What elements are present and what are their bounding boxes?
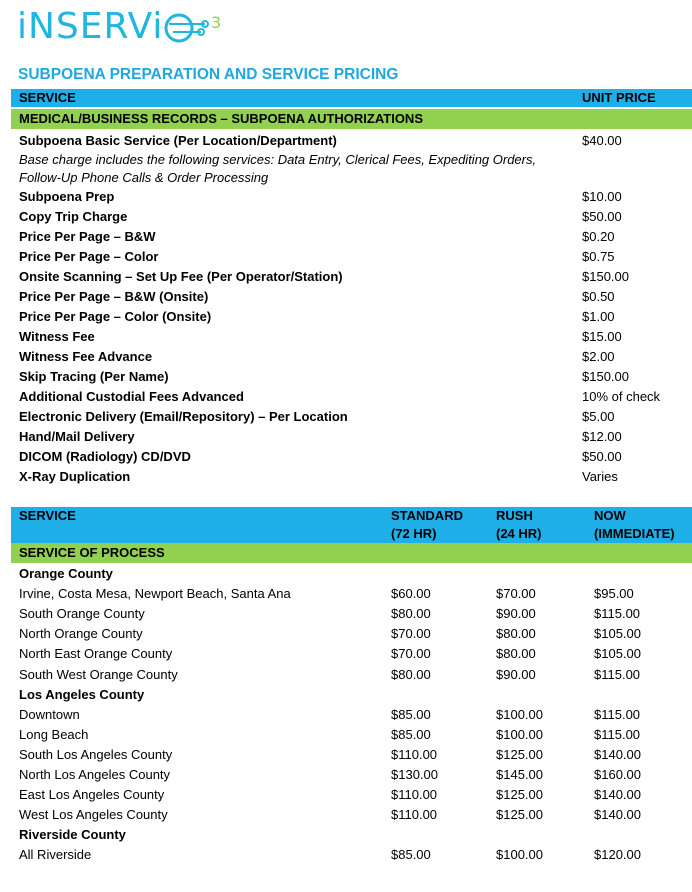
table1-section <box>11 109 692 129</box>
service-row-price: $2.00 <box>582 349 615 364</box>
area-name: All Riverside <box>19 847 92 862</box>
service-row-name: Electronic Delivery (Email/Repository) – Per Location <box>19 409 348 424</box>
standard-price: $110.00 <box>391 807 438 822</box>
service-row-name: Skip Tracing (Per Name) <box>19 369 169 384</box>
service-row-price: $50.00 <box>582 449 622 464</box>
table1-header-unit-price: UNIT PRICE <box>582 90 656 105</box>
area-name: South West Orange County <box>19 667 178 682</box>
inservio-logo <box>17 6 231 46</box>
now-price: $115.00 <box>594 606 641 621</box>
service-row-name: Witness Fee <box>19 329 95 344</box>
table2-header-rush-sub: (24 HR) <box>496 526 542 541</box>
service-row-price: $12.00 <box>582 429 622 444</box>
service-row-name: Copy Trip Charge <box>19 209 128 224</box>
service-row-price: Varies <box>582 469 618 484</box>
table1-header <box>11 89 692 107</box>
basic-service-name: Subpoena Basic Service (Per Location/Department) <box>19 133 337 148</box>
service-row-price: $1.00 <box>582 309 615 324</box>
area-name: Irvine, Costa Mesa, Newport Beach, Santa Ana <box>19 586 291 601</box>
basic-service-note-line2: Follow-Up Phone Calls & Order Processing <box>19 170 269 185</box>
standard-price: $130.00 <box>391 767 438 782</box>
now-price: $115.00 <box>594 667 641 682</box>
table2-section <box>11 543 692 563</box>
service-row-price: $0.20 <box>582 229 615 244</box>
rush-price: $100.00 <box>496 727 543 742</box>
service-row-price: $150.00 <box>582 269 629 284</box>
area-name: Long Beach <box>19 727 89 742</box>
standard-price: $85.00 <box>391 847 431 862</box>
area-name: North East Orange County <box>19 646 173 661</box>
service-row-price: $0.75 <box>582 249 615 264</box>
county-group-label: Los Angeles County <box>19 687 145 702</box>
now-price: $115.00 <box>594 707 641 722</box>
area-name: North Los Angeles County <box>19 767 171 782</box>
standard-price: $85.00 <box>391 707 431 722</box>
service-row-name: Witness Fee Advance <box>19 349 153 364</box>
service-row-name: Additional Custodial Fees Advanced <box>19 389 244 404</box>
logo-circuit-icon <box>161 6 231 46</box>
rush-price: $70.00 <box>496 586 536 601</box>
table2-header-standard-sub: (72 HR) <box>391 526 437 541</box>
service-row-price: $15.00 <box>582 329 622 344</box>
table1-section-label: MEDICAL/BUSINESS RECORDS – SUBPOENA AUTHORIZATIONS <box>19 111 423 126</box>
rush-price: $90.00 <box>496 606 536 621</box>
table2-header-standard: STANDARD <box>391 508 463 523</box>
now-price: $115.00 <box>594 727 641 742</box>
county-group-label: Riverside County <box>19 827 126 842</box>
rush-price: $100.00 <box>496 847 543 862</box>
basic-service-price: $40.00 <box>582 133 622 148</box>
page-title: SUBPOENA PREPARATION AND SERVICE PRICING <box>18 66 399 83</box>
service-row-name: Price Per Page – Color <box>19 249 159 264</box>
area-name: North Orange County <box>19 626 143 641</box>
standard-price: $110.00 <box>391 787 438 802</box>
county-group-label: Orange County <box>19 566 113 581</box>
standard-price: $70.00 <box>391 626 431 641</box>
service-row-price: 10% of check <box>582 389 661 404</box>
now-price: $160.00 <box>594 767 641 782</box>
service-row-name: Price Per Page – B&W <box>19 229 156 244</box>
logo-text: iNSERVi <box>17 5 164 47</box>
standard-price: $80.00 <box>391 606 431 621</box>
standard-price: $85.00 <box>391 727 431 742</box>
rush-price: $125.00 <box>496 807 543 822</box>
rush-price: $125.00 <box>496 747 543 762</box>
standard-price: $70.00 <box>391 646 431 661</box>
now-price: $105.00 <box>594 626 641 641</box>
rush-price: $80.00 <box>496 626 536 641</box>
now-price: $140.00 <box>594 747 641 762</box>
service-row-name: DICOM (Radiology) CD/DVD <box>19 449 191 464</box>
rush-price: $125.00 <box>496 787 543 802</box>
area-name: East Los Angeles County <box>19 787 165 802</box>
now-price: $105.00 <box>594 646 641 661</box>
service-row-price: $5.00 <box>582 409 615 424</box>
logo-mark: 3 <box>211 13 222 32</box>
rush-price: $80.00 <box>496 646 536 661</box>
rush-price: $100.00 <box>496 707 543 722</box>
basic-service-note-line1: Base charge includes the following services: Data Entry, Clerical Fees, Expediting Orders, <box>19 152 537 167</box>
service-row-price: $50.00 <box>582 209 622 224</box>
area-name: West Los Angeles County <box>19 807 168 822</box>
table2-header-now: NOW <box>594 508 626 523</box>
table2-section-label: SERVICE OF PROCESS <box>19 545 165 560</box>
table2-header-service: SERVICE <box>19 508 76 523</box>
table1-header-service: SERVICE <box>19 90 76 105</box>
service-row-price: $10.00 <box>582 189 622 204</box>
table2-header <box>11 507 692 543</box>
now-price: $140.00 <box>594 807 641 822</box>
service-row-name: X-Ray Duplication <box>19 469 131 484</box>
service-row-name: Price Per Page – Color (Onsite) <box>19 309 212 324</box>
service-row-name: Hand/Mail Delivery <box>19 429 135 444</box>
service-row-price: $0.50 <box>582 289 615 304</box>
rush-price: $90.00 <box>496 667 536 682</box>
area-name: South Los Angeles County <box>19 747 173 762</box>
service-row-price: $150.00 <box>582 369 629 384</box>
rush-price: $145.00 <box>496 767 543 782</box>
now-price: $95.00 <box>594 586 634 601</box>
table2-header-rush: RUSH <box>496 508 533 523</box>
standard-price: $110.00 <box>391 747 438 762</box>
now-price: $140.00 <box>594 787 641 802</box>
service-row-name: Subpoena Prep <box>19 189 115 204</box>
service-row-name: Onsite Scanning – Set Up Fee (Per Operator/Station) <box>19 269 343 284</box>
now-price: $120.00 <box>594 847 641 862</box>
table2-header-now-sub: (IMMEDIATE) <box>594 526 675 541</box>
standard-price: $60.00 <box>391 586 431 601</box>
area-name: South Orange County <box>19 606 145 621</box>
service-row-name: Price Per Page – B&W (Onsite) <box>19 289 209 304</box>
standard-price: $80.00 <box>391 667 431 682</box>
area-name: Downtown <box>19 707 80 722</box>
